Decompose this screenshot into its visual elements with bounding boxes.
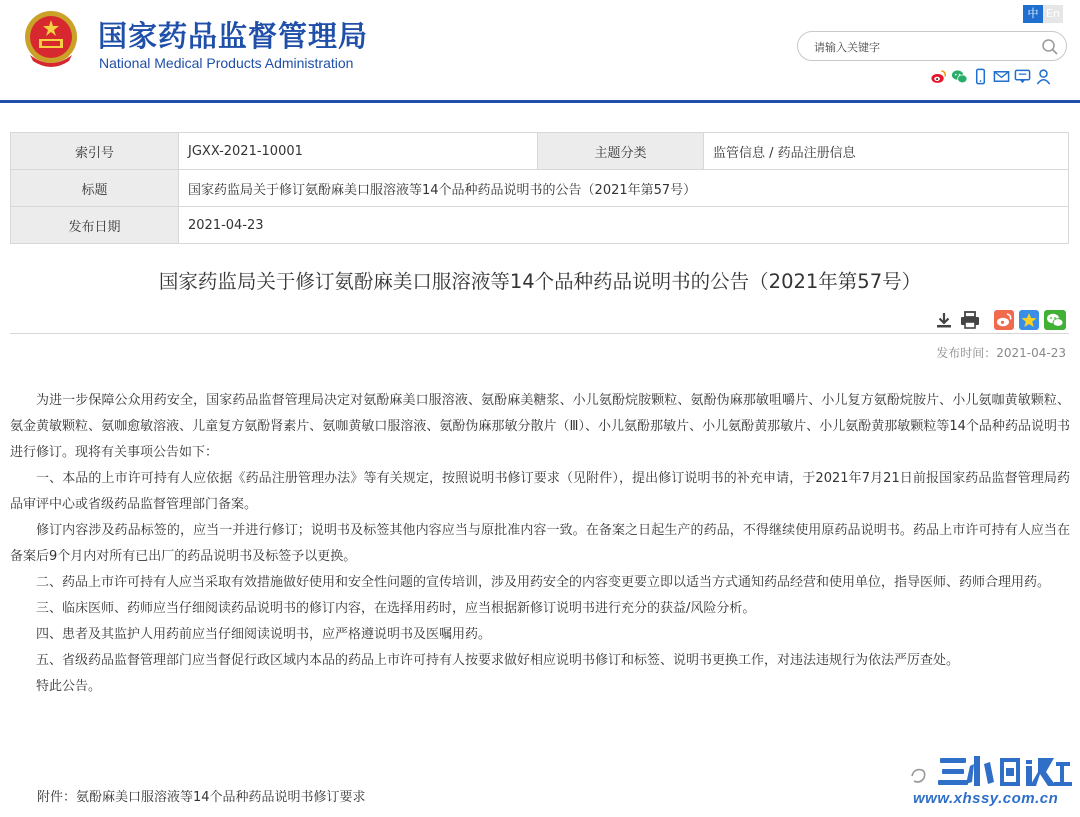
date-value: 2021-04-23 xyxy=(179,207,1069,244)
paragraph: 五、省级药品监督管理部门应当督促行政区域内本品的药品上市许可持有人按要求做好相应说明书修订和标签、说明书更换工作，对违法违规行为依法严厉查处。 xyxy=(36,653,960,668)
favorite-share-icon[interactable] xyxy=(1019,310,1039,330)
publish-time-value: 2021-04-23 xyxy=(996,346,1066,360)
category-value: 监管信息 / 药品注册信息 xyxy=(704,133,1069,170)
metadata-table xyxy=(10,132,1069,244)
watermark-url: www.xhssy.com.cn xyxy=(913,790,1059,807)
site-title-cn[interactable]: 国家药品监督管理局 xyxy=(98,19,369,53)
user-icon[interactable] xyxy=(1035,68,1052,85)
index-value: JGXX-2021-10001 xyxy=(179,133,538,170)
search-box xyxy=(797,31,1067,61)
wechat-icon[interactable] xyxy=(951,68,968,85)
search-icon[interactable] xyxy=(1041,38,1059,56)
download-icon[interactable] xyxy=(934,310,954,330)
wechat-share-icon[interactable] xyxy=(1044,310,1066,330)
watermark-logo-icon xyxy=(906,752,1076,792)
site-title-en[interactable]: National Medical Products Administration xyxy=(99,55,354,71)
table-row xyxy=(11,170,1069,207)
paragraph: 二、药品上市许可持有人应当采取有效措施做好使用和安全性问题的宣传培训，涉及用药安全的内容变更要立即以适当方式通知药品经营和使用单位，指导医师、药师合理用药。 xyxy=(36,575,1051,590)
message-icon[interactable] xyxy=(1014,68,1031,85)
category-label: 主题分类 xyxy=(538,133,704,170)
national-emblem-icon[interactable] xyxy=(22,9,80,69)
header-divider xyxy=(0,100,1080,103)
mobile-icon[interactable] xyxy=(972,68,989,85)
title-value: 国家药监局关于修订氨酚麻美口服溶液等14个品种药品说明书的公告（2021年第57号） xyxy=(179,170,1069,207)
article-title: 国家药监局关于修订氨酚麻美口服溶液等14个品种药品说明书的公告（2021年第57号） xyxy=(158,270,922,293)
date-label: 发布日期 xyxy=(11,207,179,244)
search-input[interactable] xyxy=(814,37,1024,57)
print-icon[interactable] xyxy=(959,310,981,330)
site-header xyxy=(0,0,1080,100)
paragraph: 为进一步保障公众用药安全，国家药品监督管理局决定对氨酚麻美口服溶液、氨酚麻美糖浆、小儿氨酚烷胺颗粒、氨酚伪麻那敏咀嚼片、小儿复方氨酚烷胺片、小儿氨咖黄敏颗粒、氨金黄敏颗粒、氨咖愈敏溶液、儿童复方氨酚肾素片、氨咖黄敏口服溶液、氨酚伪麻那敏分散片（Ⅲ）、小儿氨酚那敏片、小儿氨酚黄那敏片、小儿氨酚黄那敏颗粒等14个品种药品说明书进行修订。现将有关事项公告如下： xyxy=(10,393,1070,460)
lang-en-button[interactable]: En xyxy=(1043,5,1063,23)
publish-time-label: 发布时间： xyxy=(936,346,997,360)
paragraph: 三、临床医师、药师应当仔细阅读药品说明书的修订内容，在选择用药时，应当根据新修订说明书进行充分的获益/风险分析。 xyxy=(36,601,756,616)
paragraph: 四、患者及其监护人用药前应当仔细阅读说明书，应严格遵说明书及医嘱用药。 xyxy=(36,627,492,642)
table-row xyxy=(11,133,1069,170)
title-label: 标题 xyxy=(11,170,179,207)
article-body xyxy=(10,388,1070,700)
paragraph: 修订内容涉及药品标签的，应当一并进行修订；说明书及标签其他内容应当与原批准内容一致。在备案之日起生产的药品，不得继续使用原药品说明书。药品上市许可持有人应当在备案后9个月内对所有已出厂的药品说明书及标签予以更换。 xyxy=(10,523,1070,564)
publish-time xyxy=(900,344,1066,361)
weibo-icon[interactable] xyxy=(930,68,947,85)
weibo-share-icon[interactable] xyxy=(994,310,1014,330)
paragraph: 特此公告。 xyxy=(36,679,102,694)
attachment-link[interactable]: 附件：氨酚麻美口服溶液等14个品种药品说明书修订要求 xyxy=(37,790,366,805)
mail-icon[interactable] xyxy=(993,68,1010,85)
index-label: 索引号 xyxy=(11,133,179,170)
title-divider xyxy=(10,333,1069,334)
lang-cn-button[interactable]: 中 xyxy=(1023,5,1043,23)
social-links xyxy=(930,67,1052,85)
table-row xyxy=(11,207,1069,244)
paragraph: 一、本品的上市许可持有人应依据《药品注册管理办法》等有关规定，按照说明书修订要求（见附件），提出修订说明书的补充申请，于2021年7月21日前报国家药品监督管理局药品审评中心或省级药品监督管理部门备案。 xyxy=(10,471,1070,512)
